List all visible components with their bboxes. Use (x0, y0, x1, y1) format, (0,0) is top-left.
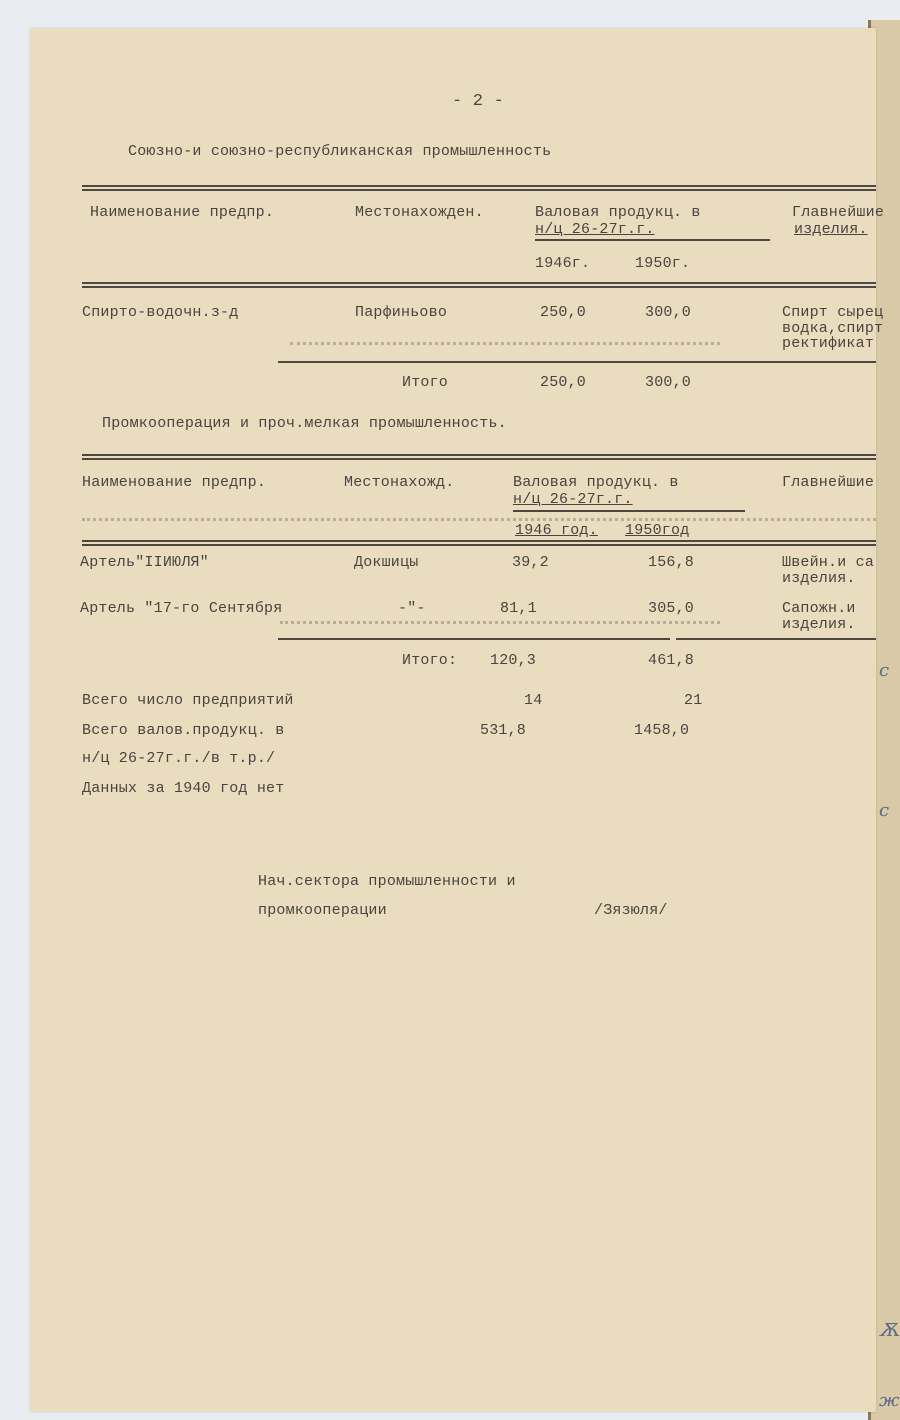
cell-location: Парфиньово (355, 304, 448, 321)
total-1950: 300,0 (645, 374, 692, 391)
header-gross-2: н/ц 26-27г.г. (513, 491, 633, 508)
summary-gross-1950: 1458,0 (634, 722, 690, 739)
header-main-1: Главнейшие (792, 204, 885, 221)
summary-enterprises-1950: 21 (684, 692, 703, 709)
total-rule (278, 638, 670, 640)
faint-rule (280, 621, 720, 624)
header-name: Наименование предпр. (82, 474, 267, 491)
cell-1950: 305,0 (648, 600, 695, 617)
cell-location: Докшицы (354, 554, 419, 571)
cell-name: Артель "17-го Сентября (80, 600, 283, 617)
faint-rule (290, 342, 720, 345)
table-rule (82, 540, 876, 546)
header-gross-2: н/ц 26-27г.г. (535, 221, 655, 238)
total-rule (676, 638, 876, 640)
table-rule (82, 185, 876, 191)
summary-note: Данных за 1940 год нет (82, 780, 285, 797)
total-1950: 461,8 (648, 652, 695, 669)
total-1946: 120,3 (490, 652, 537, 669)
page-number: - 2 - (452, 92, 505, 111)
cell-product: водка,спирт (782, 320, 884, 337)
header-underline (513, 510, 745, 512)
cell-product: Швейн.и са (782, 554, 875, 571)
cell-product: Спирт сырец (782, 304, 884, 321)
header-year-1946: 1946 год. (515, 522, 598, 539)
header-year-1950: 1950год (625, 522, 690, 539)
header-location: Местонахожден. (355, 204, 484, 221)
table-rule (82, 454, 876, 460)
cell-1946: 81,1 (500, 600, 537, 617)
total-rule (278, 361, 876, 363)
cell-product: ректификат (782, 335, 875, 352)
header-main-1: Главнейшие (782, 474, 875, 491)
header-year-1946: 1946г. (535, 255, 591, 272)
header-location: Местонахожд. (344, 474, 455, 491)
cell-1946: 250,0 (540, 304, 587, 321)
adjacent-page-edge: с с Ѫ ж (868, 20, 900, 1420)
table-rule (82, 282, 876, 288)
summary-gross-1946: 531,8 (480, 722, 527, 739)
cell-product: изделия. (782, 570, 856, 587)
document-page (30, 28, 885, 1412)
section2-title: Промкооперация и проч.мелкая промышленность. (102, 415, 507, 432)
total-1946: 250,0 (540, 374, 587, 391)
section1-title: Союзно-и союзно-республиканская промышленность (128, 143, 552, 160)
total-label: Итого: (402, 652, 458, 669)
cell-1950: 156,8 (648, 554, 695, 571)
cell-name: Спирто-водочн.з-д (82, 304, 239, 321)
total-label: Итого (402, 374, 449, 391)
summary-enterprises-label: Всего число предприятий (82, 692, 294, 709)
faint-rule (82, 518, 876, 521)
cell-product: Сапожн.и (782, 600, 856, 617)
header-main-2: изделия. (794, 221, 868, 238)
header-underline (535, 239, 770, 241)
summary-enterprises-1946: 14 (524, 692, 543, 709)
cell-1946: 39,2 (512, 554, 549, 571)
cell-name: Артель"IIИЮЛЯ" (80, 554, 209, 571)
header-year-1950: 1950г. (635, 255, 691, 272)
header-gross-1: Валовая продукц. в (513, 474, 679, 491)
cell-location: -"- (398, 600, 426, 617)
cell-product: изделия. (782, 616, 856, 633)
header-name: Наименование предпр. (90, 204, 275, 221)
signature-title-1: Нач.сектора промышленности и (258, 873, 516, 890)
header-gross-1: Валовая продукц. в (535, 204, 701, 221)
signature-title-2: промкооперации (258, 902, 387, 919)
summary-gross-label-2: н/ц 26-27г.г./в т.р./ (82, 750, 276, 767)
cell-1950: 300,0 (645, 304, 692, 321)
summary-gross-label-1: Всего валов.продукц. в (82, 722, 285, 739)
signature-name: /Зязюля/ (594, 902, 668, 919)
